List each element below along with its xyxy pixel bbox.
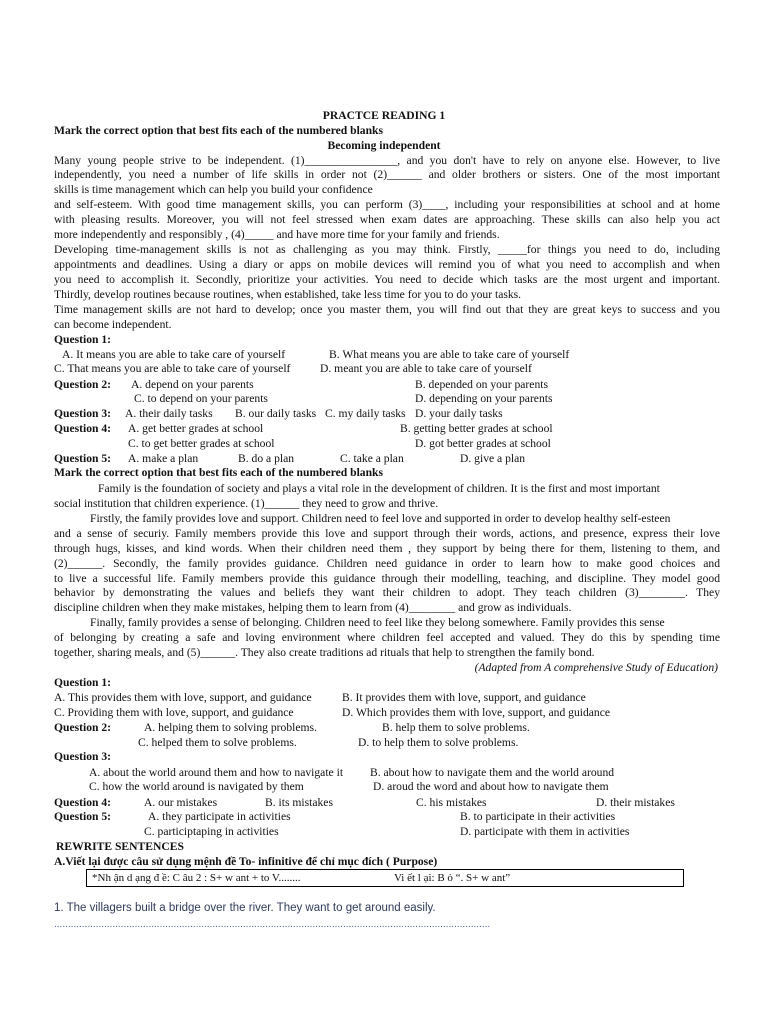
q3-option-b[interactable]: B. our daily tasks [235, 407, 317, 420]
page-title: PRACTCE READING 1 [322, 109, 446, 122]
q1-option-c[interactable]: C. That means you are able to take care of yourself [54, 362, 291, 375]
q5-option-a[interactable]: A. make a plan [128, 452, 199, 465]
passage-1-line: with pleasing results. Moreover, you will not feel stressed when exam dates are approaching. These skills can also help you act [54, 213, 720, 226]
passage-1-line: Developing time-management skills is not as challenging as you may think. Firstly, _____for things you need to do, including [54, 243, 720, 256]
passage-1-line: appointments and deadlines. Using a diary or apps on mobile devices will remind you of what you need to accomplish and when [54, 258, 720, 271]
source-citation: (Adapted from A comprehensive Study of Education) [474, 661, 718, 674]
instruction-2: Mark the correct option that best fits each of the numbered blanks [54, 466, 384, 479]
s2q2-option-b[interactable]: B. help them to solve problems. [382, 721, 530, 734]
question-2-label: Question 2: [54, 378, 112, 391]
question-3-label: Question 3: [54, 407, 112, 420]
passage-2-line: and a sense of securiy. Family members provide this love and support through their words, actions, and presence, express their love [54, 527, 720, 540]
s2q1-option-b[interactable]: B. It provides them with love, support, and guidance [342, 691, 586, 704]
answer-line-dots[interactable]: ............................................................................................................................................................. [54, 919, 491, 930]
passage-2-line: through hugs, kisses, and kind words. When their children need them , they support by being there for them, listening to them, and [54, 542, 720, 555]
s2q3-option-a[interactable]: A. about the world around them and how to navigate it [89, 766, 344, 779]
q4-option-d[interactable]: D. got better grades at school [415, 437, 551, 450]
s2q2-option-a[interactable]: A. helping them to solving problems. [144, 721, 317, 734]
passage-1-line: skills is time management which can help you build your confidence [54, 183, 373, 196]
q2-option-c[interactable]: C. to depend on your parents [134, 392, 268, 405]
s2q4-option-b[interactable]: B. its mistakes [265, 796, 333, 809]
s2q3-option-c[interactable]: C. how the world around is navigated by them [89, 780, 304, 793]
s2-question-4-label: Question 4: [54, 796, 112, 809]
s2-question-2-label: Question 2: [54, 721, 112, 734]
s2q5-option-d[interactable]: D. participate with them in activities [460, 825, 630, 838]
passage-1-title: Becoming independent [327, 139, 441, 152]
q3-option-c[interactable]: C. my daily tasks [325, 407, 406, 420]
passage-1-line: and self-esteem. With good time management skills, you can perform (3)____, including your responsibilities at school and at home [54, 198, 720, 211]
s2q5-option-c[interactable]: C. participtaping in activities [144, 825, 279, 838]
passage-1-line: Time management skills are not hard to develop; once you master them, you will find out that they are great keys to success and you [54, 303, 720, 316]
passage-2-line: together, sharing meals, and (5)______. They also create traditions ad rituals that help to strengthen the family bond. [54, 646, 595, 659]
s2q3-option-d[interactable]: D. aroud the word and about how to navigate them [373, 780, 609, 793]
s2q1-option-a[interactable]: A. This provides them with love, support, and guidance [54, 691, 312, 704]
q4-option-b[interactable]: B. getting better grades at school [400, 422, 553, 435]
q5-option-d[interactable]: D. give a plan [460, 452, 526, 465]
passage-2-line: behavior by demonstrating the values and beliefs they want their children to adopt. They teach children (3)________. They [54, 586, 720, 599]
hint-box-right: Vi ết l ại: B ỏ “. S+ w ant” [394, 872, 511, 884]
s2-question-3-label: Question 3: [54, 750, 112, 763]
q2-option-b[interactable]: B. depended on your parents [415, 378, 548, 391]
passage-1-line: independently, you need a number of life skills in order not (2)______ and older brothers or sisters. One of the most important [54, 168, 720, 181]
s2q1-option-c[interactable]: C. Providing them with love, support, and guidance [54, 706, 294, 719]
q4-option-c[interactable]: C. to get better grades at school [128, 437, 275, 450]
s2q4-option-a[interactable]: A. our mistakes [144, 796, 218, 809]
q3-option-d[interactable]: D. your daily tasks [415, 407, 503, 420]
section-a-heading: A.Viết lại được câu sử dụng mệnh đề To- infinitive để chỉ mục đích ( Purpose) [54, 855, 438, 868]
question-5-label: Question 5: [54, 452, 112, 465]
passage-2-line: Family is the foundation of society and plays a vital role in the development of children. It is the first and most important [98, 482, 660, 495]
rewrite-title: REWRITE SENTENCES [56, 840, 184, 853]
q1-option-a[interactable]: A. It means you are able to take care of yourself [62, 348, 286, 361]
question-1-label: Question 1: [54, 333, 112, 346]
passage-1-line: Many young people strive to be independent. (1)________________, and you don't have to rely on anyone else. However, to live [54, 154, 720, 167]
passage-1-line: Thirdly, develop routines because routines, when established, take less time for you to do your tasks. [54, 288, 522, 301]
q1-option-d[interactable]: D. meant you are able to take care of yourself [320, 362, 532, 375]
passage-1-line: more independently and responsibly , (4)_____ and have more time for your family and friends. [54, 228, 500, 241]
s2q5-option-a[interactable]: A. they participate in activities [148, 810, 291, 823]
s2-question-1-label: Question 1: [54, 676, 112, 689]
q1-option-b[interactable]: B. What means you are able to take care of yourself [329, 348, 570, 361]
passage-2-line: discipline children when they make mistakes, helping them to learn from (4)________ and grow as individuals. [54, 601, 572, 614]
passage-1-line: can become independent. [54, 318, 172, 331]
passage-2-line: social institution that children experience. (1)______ they need to grow and thrive. [54, 497, 439, 510]
s2q5-option-b[interactable]: B. to participate in their activities [460, 810, 616, 823]
q2-option-d[interactable]: D. depending on your parents [415, 392, 553, 405]
q5-option-b[interactable]: B. do a plan [238, 452, 295, 465]
s2q2-option-c[interactable]: C. helped them to solve problems. [138, 736, 297, 749]
passage-2-line: (2)______. Secondly, the family provides guidance. Children need guidance in order to learn how to make good choices and [54, 557, 720, 570]
hint-box-left: *Nh ận d ạng đ ề: C âu 2 : S+ w ant + to V........ [92, 872, 301, 884]
passage-2-line: to live a successful life. Family members provide this guidance through their modelling, teaching, and discipline. They model good [54, 572, 720, 585]
q5-option-c[interactable]: C. take a plan [340, 452, 404, 465]
passage-1-line: you need to accomplish it. Secondly, prioritize your activities. You need to decide which tasks are the most urgent and important. [54, 273, 720, 286]
q2-option-a[interactable]: A. depend on your parents [131, 378, 254, 391]
s2q3-option-b[interactable]: B. about how to navigate them and the world around [370, 766, 615, 779]
s2q2-option-d[interactable]: D. to help them to solve problems. [358, 736, 519, 749]
q4-option-a[interactable]: A. get better grades at school [128, 422, 264, 435]
s2-question-5-label: Question 5: [54, 810, 112, 823]
instruction-1: Mark the correct option that best fits each of the numbered blanks [54, 124, 384, 137]
s2q1-option-d[interactable]: D. Which provides them with love, support, and guidance [342, 706, 610, 719]
q3-option-a[interactable]: A. their daily tasks [125, 407, 213, 420]
passage-2-line: Firstly, the family provides love and support. Children need to feel love and supported in order to develop healthy self-esteen [90, 512, 671, 525]
passage-2-line: Finally, family provides a sense of belonging. Children need to feel like they belong somewhere. Family provides this sense [90, 616, 665, 629]
question-4-label: Question 4: [54, 422, 112, 435]
s2q4-option-c[interactable]: C. his mistakes [416, 796, 487, 809]
passage-2-line: of belonging by creating a safe and loving environment where children feel accepted and valued. They do this by spending time [54, 631, 720, 644]
s2q4-option-d[interactable]: D. their mistakes [596, 796, 675, 809]
exercise-1: 1. The villagers built a bridge over the river. They want to get around easily. [54, 902, 436, 914]
